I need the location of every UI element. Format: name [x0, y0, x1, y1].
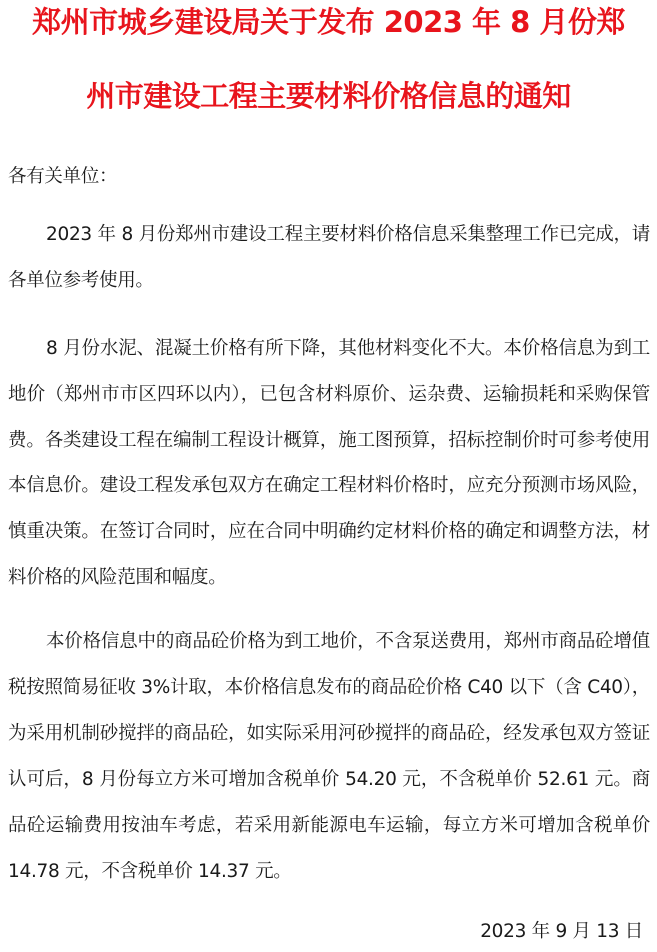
paragraph-3: 本价格信息中的商品砼价格为到工地价，不含泵送费用，郑州市商品砼增值税按照简易征收 3%计取，本价格信息发布的商品砼价格 C40 以下（含 C40），为采用机制砂搅拌的商品砼，如实际采用河砂搅拌的商品砼，经发承包双方签证认可后，8 月份每立方米可增加含税单价 54.20 元，不含税单价 52.61 元。商品砼运输费用按油车考虑，若采用新能源电车运输，每立方米可增加含税单价 14.78 元，不含税单价 14.37 元。 [8, 631, 650, 882]
paragraph-2-container [8, 326, 650, 601]
paragraph-1: 2023 年 8 月份郑州市建设工程主要材料价格信息采集整理工作已完成，请各单位参考使用。 [8, 224, 650, 291]
salutation: 各有关单位： [8, 166, 118, 187]
paragraph-3-container [8, 619, 650, 895]
issue-date: 2023 年 9 月 13 日 [480, 921, 643, 942]
paragraph-1-container [8, 212, 650, 304]
document-title-line-2: 州市建设工程主要材料价格信息的通知 [86, 79, 571, 113]
document-title-line-1: 郑州市城乡建设局关于发布 2023 年 8 月份郑 [32, 5, 625, 39]
paragraph-2: 8 月份水泥、混凝土价格有所下降，其他材料变化不大。本价格信息为到工地价（郑州市市区四环以内），已包含材料原价、运杂费、运输损耗和采购保管费。各类建设工程在编制工程设计概算，施工图预算，招标控制价时可参考使用本信息价。建设工程发承包双方在确定工程材料价格时，应充分预测市场风险，慎重决策。在签订合同时，应在合同中明确约定材料价格的确定和调整方法，材料价格的风险范围和幅度。 [8, 338, 650, 588]
